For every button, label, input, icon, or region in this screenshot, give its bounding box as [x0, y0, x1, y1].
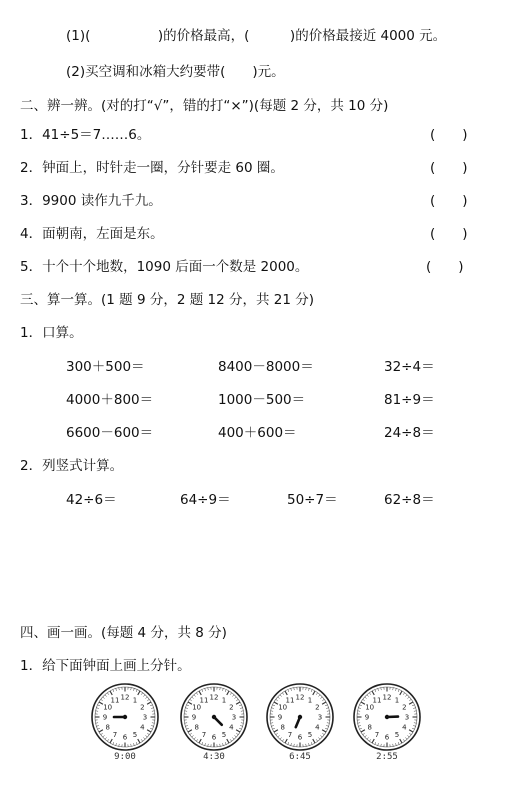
answer-blank-4[interactable]: ( ) — [430, 226, 468, 242]
clock-icon — [264, 681, 336, 753]
oral-item: 400＋600＝ — [218, 425, 297, 441]
clock-numeral: 6 — [384, 733, 390, 742]
vertical-item: 62÷8＝ — [384, 492, 435, 508]
clock-icon — [178, 681, 250, 753]
oral-item: 24÷8＝ — [384, 425, 435, 441]
clock-numeral: 4 — [402, 723, 407, 732]
clock-numeral: 3 — [231, 713, 237, 722]
clock-numeral: 9 — [102, 713, 108, 722]
clock-numeral: 11 — [110, 696, 120, 705]
answer-blank-1[interactable]: ( ) — [430, 127, 468, 143]
clock-numeral: 2 — [140, 703, 145, 712]
clock-face-1[interactable] — [89, 681, 161, 762]
clock-numeral: 10 — [278, 703, 288, 712]
clock-numeral: 12 — [295, 693, 305, 702]
clock-numeral: 8 — [280, 723, 285, 732]
clock-numeral: 4 — [140, 723, 145, 732]
oral-item: 81÷9＝ — [384, 392, 435, 408]
clock-numeral: 3 — [142, 713, 148, 722]
clock-numeral: 10 — [365, 703, 375, 712]
oral-item: 8400－8000＝ — [218, 359, 314, 375]
clock-numeral: 1 — [307, 696, 313, 705]
oral-item: 4000＋800＝ — [66, 392, 154, 408]
clock-time-caption: 9:00 — [114, 752, 136, 762]
clock-numeral: 1 — [221, 696, 227, 705]
clock-numeral: 8 — [194, 723, 199, 732]
answer-blank-3[interactable]: ( ) — [430, 193, 468, 209]
vertical-item: 50÷7＝ — [287, 492, 338, 508]
clock-numeral: 12 — [382, 693, 392, 702]
clock-numeral: 6 — [297, 733, 303, 742]
clock-numeral: 10 — [192, 703, 202, 712]
clock-center-dot — [212, 715, 216, 719]
clock-numeral: 4 — [315, 723, 320, 732]
clock-numeral: 2 — [402, 703, 407, 712]
clock-numeral: 9 — [191, 713, 197, 722]
vertical-item: 64÷9＝ — [180, 492, 231, 508]
oral-item: 300＋500＝ — [66, 359, 145, 375]
clock-numeral: 5 — [221, 730, 227, 739]
clock-numeral: 2 — [315, 703, 320, 712]
clock-face-2[interactable] — [178, 681, 250, 762]
clock-numeral: 3 — [317, 713, 323, 722]
clock-numeral: 11 — [285, 696, 295, 705]
clock-numeral: 2 — [229, 703, 234, 712]
clock-numeral: 1 — [132, 696, 138, 705]
clock-numeral: 7 — [374, 730, 380, 739]
clock-numeral: 6 — [211, 733, 217, 742]
clock-numeral: 6 — [122, 733, 128, 742]
clock-center-dot — [298, 715, 302, 719]
clock-numeral: 4 — [229, 723, 234, 732]
judge-item-3: 3．9900 读作九千九。 — [20, 193, 162, 209]
clock-center-dot — [385, 715, 389, 719]
clock-numeral: 10 — [103, 703, 113, 712]
clock-time-caption: 2:55 — [376, 752, 398, 762]
clock-numeral: 7 — [201, 730, 207, 739]
question-1-2: (2)买空调和冰箱大约要带( )元。 — [66, 64, 285, 80]
judge-item-4: 4．面朝南，左面是东。 — [20, 226, 164, 242]
clock-time-caption: 4:30 — [203, 752, 225, 762]
vertical-calc-heading: 2．列竖式计算。 — [20, 458, 124, 474]
clock-face-4[interactable] — [351, 681, 423, 762]
clock-face-3[interactable] — [264, 681, 336, 762]
clock-numeral: 7 — [287, 730, 293, 739]
draw-minute-hand-heading: 1．给下面钟面上画上分针。 — [20, 658, 191, 674]
clock-numeral: 5 — [307, 730, 313, 739]
clock-time-caption: 6:45 — [289, 752, 311, 762]
judge-item-5: 5．十个十个地数，1090 后面一个数是 2000。 — [20, 259, 309, 275]
clock-center-dot — [123, 715, 127, 719]
answer-blank-5[interactable]: ( ) — [426, 259, 464, 275]
clock-icon — [89, 681, 161, 753]
section-4-title: 四、画一画。(每题 4 分，共 8 分) — [20, 625, 227, 641]
clock-numeral: 8 — [105, 723, 110, 732]
clock-numeral: 7 — [112, 730, 118, 739]
clock-numeral: 12 — [120, 693, 130, 702]
clock-icon — [351, 681, 423, 753]
clock-numeral: 5 — [394, 730, 400, 739]
clock-numeral: 5 — [132, 730, 138, 739]
oral-calc-heading: 1．口算。 — [20, 325, 83, 341]
clock-numeral: 9 — [277, 713, 283, 722]
clock-numeral: 11 — [372, 696, 382, 705]
clock-numeral: 9 — [364, 713, 370, 722]
oral-item: 6600－600＝ — [66, 425, 154, 441]
clock-numeral: 8 — [367, 723, 372, 732]
vertical-item: 42÷6＝ — [66, 492, 117, 508]
oral-item: 1000－500＝ — [218, 392, 306, 408]
clock-numeral: 3 — [404, 713, 410, 722]
section-2-title: 二、辨一辨。(对的打“√”，错的打“×”)(每题 2 分，共 10 分) — [20, 98, 389, 114]
section-3-title: 三、算一算。(1 题 9 分，2 题 12 分，共 21 分) — [20, 292, 314, 308]
clock-numeral: 11 — [199, 696, 209, 705]
oral-item: 32÷4＝ — [384, 359, 435, 375]
judge-item-1: 1．41÷5＝7……6。 — [20, 127, 151, 143]
clock-numeral: 1 — [394, 696, 400, 705]
answer-blank-2[interactable]: ( ) — [430, 160, 468, 176]
question-1-1: (1)( )的价格最高，( )的价格最接近 4000 元。 — [66, 28, 447, 44]
clock-numeral: 12 — [209, 693, 219, 702]
judge-item-2: 2．钟面上，时针走一圈，分针要走 60 圈。 — [20, 160, 284, 176]
